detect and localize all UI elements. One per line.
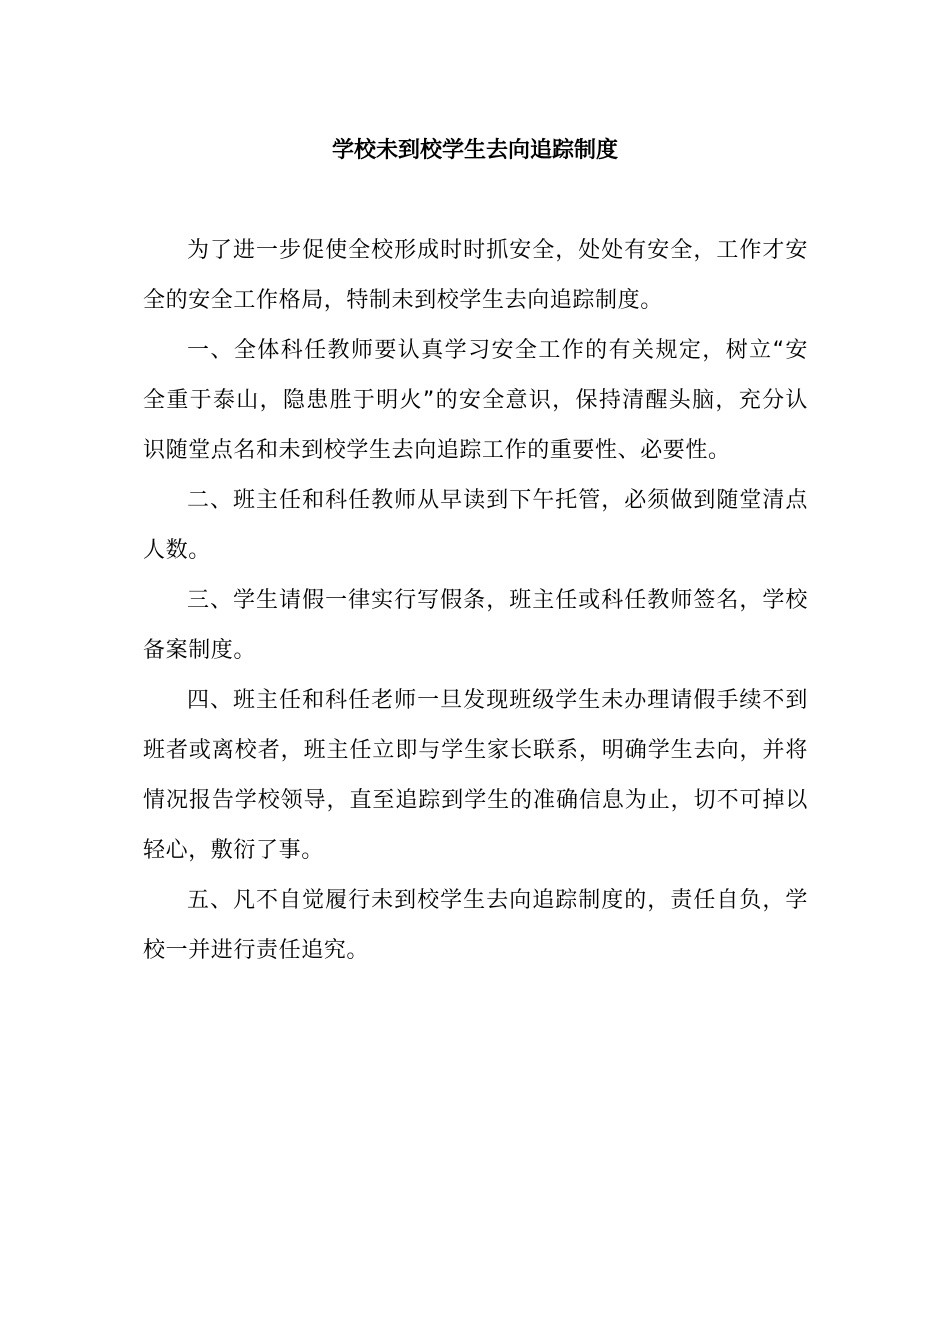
paragraph-rule-5: 五、凡不自觉履行未到校学生去向追踪制度的，责任自负，学校一并进行责任追究。 <box>143 888 808 963</box>
paragraph-rule-1: 一、全体科任教师要认真学习安全工作的有关规定，树立“安全重于泰山，隐患胜于明火”的安全意识，保持清醒头脑，充分认识随堂点名和未到校学生去向追踪工作的重要性、必要性。 <box>143 338 808 463</box>
document-body <box>143 226 808 976</box>
paragraph-rule-3: 三、学生请假一律实行写假条，班主任或科任教师签名，学校备案制度。 <box>143 588 808 663</box>
paragraph-rule-4: 四、班主任和科任老师一旦发现班级学生未办理请假手续不到班者或离校者，班主任立即与学生家长联系，明确学生去向，并将情况报告学校领导，直至追踪到学生的准确信息为止，切不可掉以轻心，敷衍了事。 <box>143 688 808 863</box>
paragraph-intro: 为了进一步促使全校形成时时抓安全，处处有安全，工作才安全的安全工作格局，特制未到校学生去向追踪制度。 <box>143 238 808 313</box>
paragraph-rule-2: 二、班主任和科任教师从早读到下午托管，必须做到随堂清点人数。 <box>143 488 808 563</box>
document-title: 学校未到校学生去向追踪制度 <box>331 138 618 163</box>
